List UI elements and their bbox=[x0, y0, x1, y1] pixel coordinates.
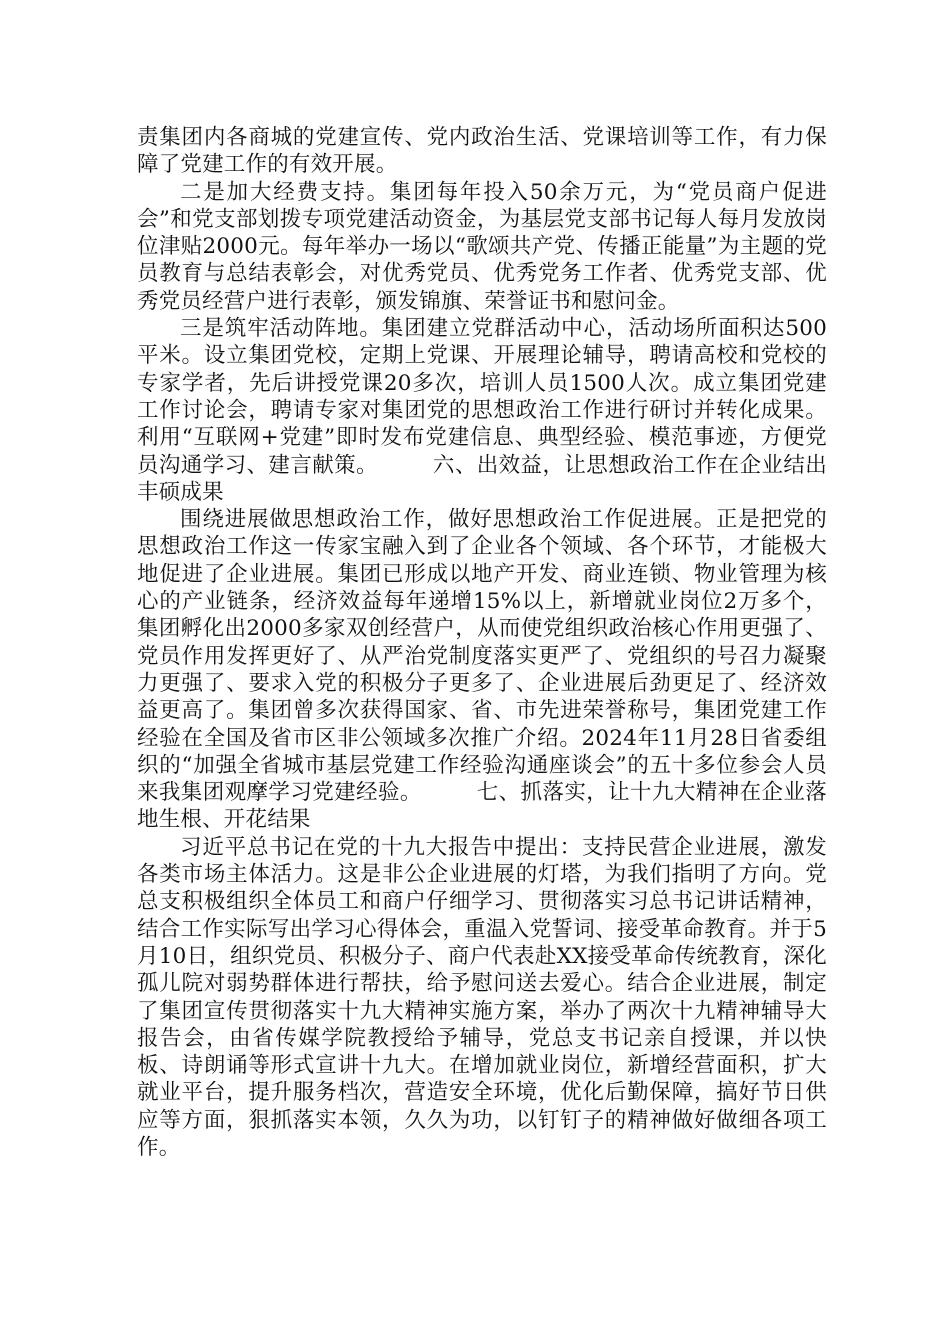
paragraph-5: 习近平总书记在党的十九大报告中提出：支持民营企业进展，激发各类市场主体活力。这是非公企业进展的灯塔，为我们指明了方向。党总支积极组织全体员工和商户仔细学习、贯彻落实习总书记讲话精神，结合工作实际写出学习心得体会，重温入党誓词、接受革命教育。并于5月10日，组织党员、积极分子、商户代表赴XX接受革命传统教育，深化孤儿院对弱势群体进行帮扶，给予慰问送去爱心。结合企业进展，制定了集团宣传贯彻落实十九大精神实施方案，举办了两次十九精神辅导大报告会，由省传媒学院教授给予辅导，党总支书记亲自授课，并以快板、诗朗诵等形式宣讲十九大。在增加就业岗位，新增经营面积，扩大就业平台，提升服务档次，营造安全环境，优化后勤保障，搞好节日供应等方面，狠抓落实本领，久久为功，以钉钉子的精神做好做细各项工作。 bbox=[137, 834, 827, 1160]
paragraph-4: 围绕进展做思想政治工作，做好思想政治工作促进展。正是把党的思想政治工作这一传家宝融入到了企业各个领域、各个环节，才能极大地促进了企业进展。集团已形成以地产开发、商业连锁、物业管理为核心的产业链条，经济效益每年递增15%以上，新增就业岗位2万多个，集团孵化出2000多家双创经营户，从而使党组织政治核心作用更强了、党员作用发挥更好了、从严治党制度落实更严了、党组织的号召力凝聚力更强了、要求入党的积极分子更多了、企业进展后劲更足了、经济效益更高了。集团曾多次获得国家、省、市先进荣誉称号，集团党建工作经验在全国及省市区非公领域多次推广介绍。2024年11月28日省委组织的“加强全省城市基层党建工作经验沟通座谈会”的五十多位参会人员来我集团观摩学习党建经验。 七、抓落实，让十九大精神在企业落地生根、开花结果 bbox=[137, 507, 827, 833]
paragraph-2: 二是加大经费支持。集团每年投入50余万元，为“党员商户促进会”和党支部划拨专项党建活动资金，为基层党支部书记每人每月发放岗位津贴2000元。每年举办一场以“歌颂共产党、传播正能量”为主题的党员教育与总结表彰会，对优秀党员、优秀党务工作者、优秀党支部、优秀党员经营户进行表彰，颁发锦旗、荣誉证书和慰问金。 bbox=[137, 179, 827, 314]
paragraph-1: 责集团内各商城的党建宣传、党内政治生活、党课培训等工作，有力保障了党建工作的有效开展。 bbox=[137, 125, 827, 178]
paragraph-3: 三是筑牢活动阵地。集团建立党群活动中心，活动场所面积达500平米。设立集团党校，定期上党课、开展理论辅导，聘请高校和党校的专家学者，先后讲授党课20多次，培训人员1500人次。成立集团党建工作讨论会，聘请专家对集团党的思想政治工作进行研讨并转化成果。利用“互联网+党建”即时发布党建信息、典型经验、模范事迹，方便党员沟通学习、建言献策。 六、出效益，让思想政治工作在企业结出丰硕成果 bbox=[137, 316, 827, 505]
document-body bbox=[137, 124, 827, 1161]
